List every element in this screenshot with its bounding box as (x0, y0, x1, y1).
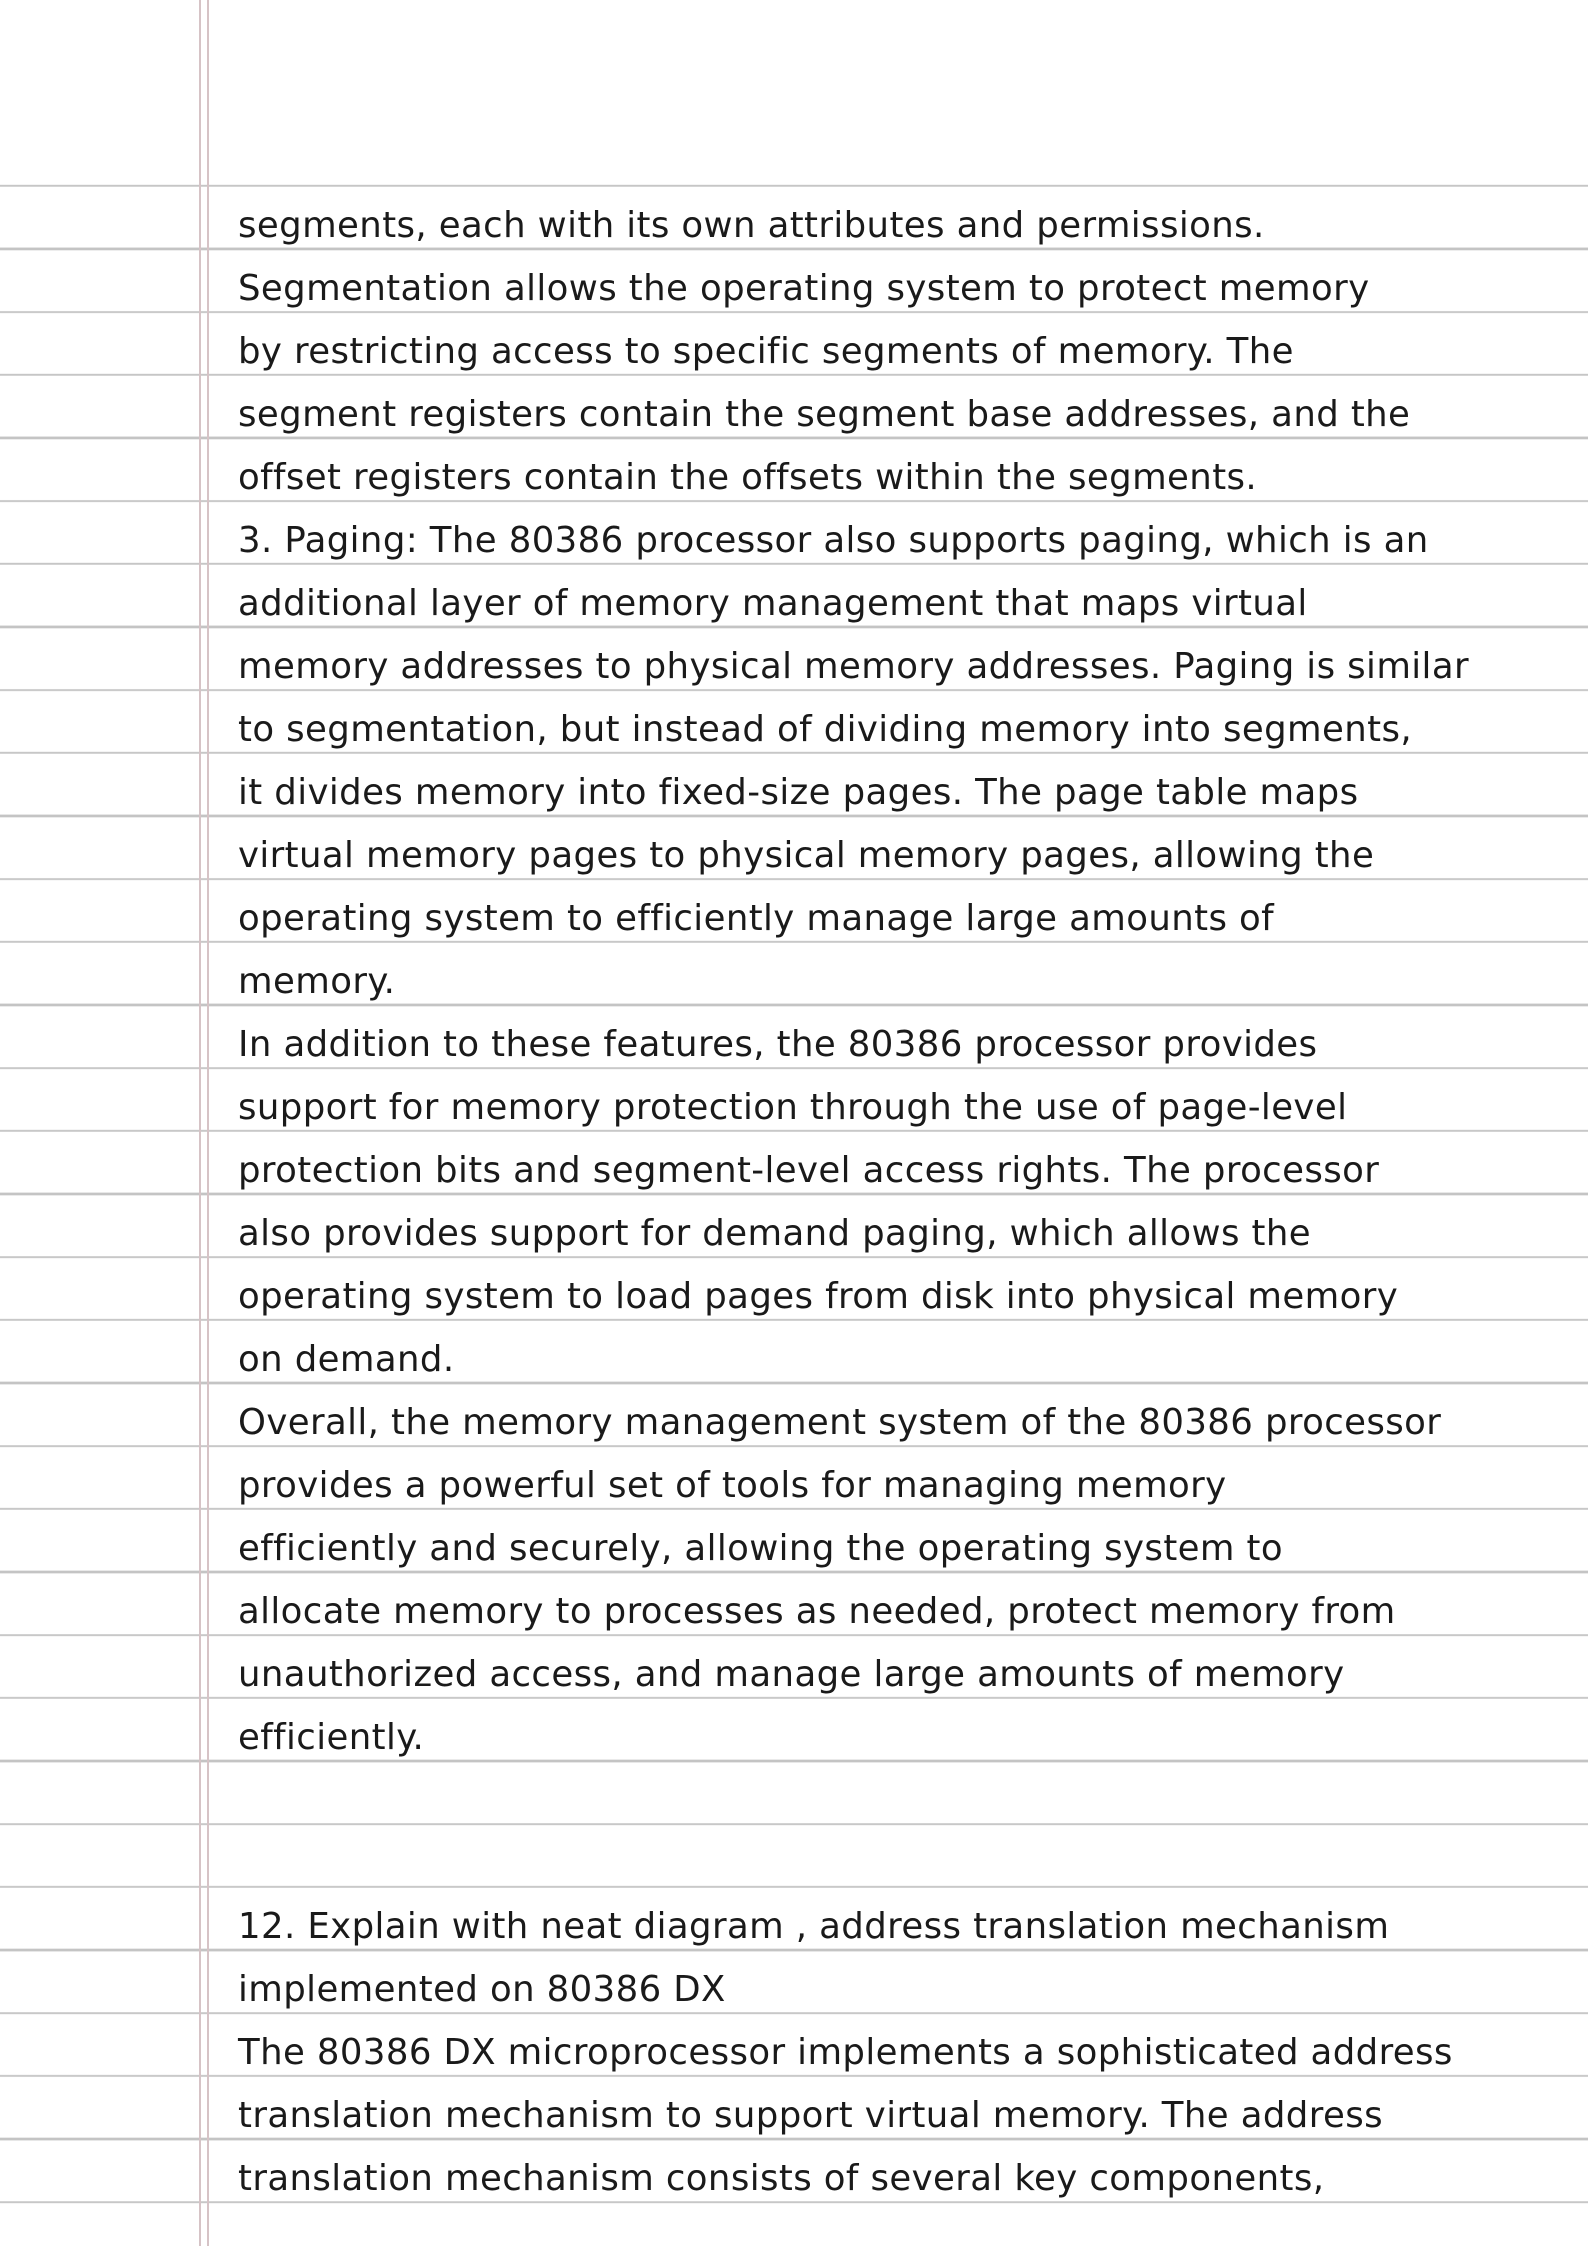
text-line: virtual memory pages to physical memory pages, allowing the (238, 835, 1375, 876)
question-heading: implemented on 80386 DX (238, 1969, 726, 2010)
margin-line (199, 0, 201, 2246)
text-line: efficiently and securely, allowing the operating system to (238, 1528, 1283, 1569)
text-line: Overall, the memory management system of the 80386 processor (238, 1402, 1442, 1443)
text-line: to segmentation, but instead of dividing memory into segments, (238, 709, 1413, 750)
text-line: additional layer of memory management that maps virtual (238, 583, 1308, 624)
text-line: In addition to these features, the 80386 processor provides (238, 1024, 1318, 1065)
text-line: protection bits and segment-level access rights. The processor (238, 1150, 1380, 1191)
text-line: on demand. (238, 1339, 455, 1380)
text-line: support for memory protection through the use of page-level (238, 1087, 1348, 1128)
text-line: offset registers contain the offsets within the segments. (238, 457, 1258, 498)
text-line: efficiently. (238, 1717, 425, 1758)
text-line: unauthorized access, and manage large amounts of memory (238, 1654, 1345, 1695)
text-line: it divides memory into fixed-size pages. The page table maps (238, 772, 1359, 813)
text-line: provides a powerful set of tools for managing memory (238, 1465, 1227, 1506)
text-line: segments, each with its own attributes and permissions. (238, 205, 1265, 246)
text-line: by restricting access to specific segments of memory. The (238, 331, 1294, 372)
handwritten-text-block (238, 194, 1568, 2210)
blank-line (238, 1832, 1568, 1895)
text-line: memory. (238, 961, 396, 1002)
text-line: segment registers contain the segment base addresses, and the (238, 394, 1411, 435)
text-line: also provides support for demand paging, which allows the (238, 1213, 1311, 1254)
text-line: translation mechanism to support virtual memory. The address (238, 2095, 1383, 2136)
question-heading: 12. Explain with neat diagram , address translation mechanism (238, 1906, 1390, 1947)
blank-line (238, 1769, 1568, 1832)
margin-line (207, 0, 209, 2246)
text-line: Segmentation allows the operating system to protect memory (238, 268, 1370, 309)
text-line: memory addresses to physical memory addresses. Paging is similar (238, 646, 1469, 687)
text-line: translation mechanism consists of several key components, (238, 2158, 1325, 2199)
text-line: operating system to load pages from disk into physical memory (238, 1276, 1399, 1317)
text-line: operating system to efficiently manage large amounts of (238, 898, 1275, 939)
text-line: The 80386 DX microprocessor implements a sophisticated address (238, 2032, 1453, 2073)
text-line: allocate memory to processes as needed, protect memory from (238, 1591, 1396, 1632)
list-item-paging: 3. Paging: The 80386 processor also supports paging, which is an (238, 520, 1429, 561)
